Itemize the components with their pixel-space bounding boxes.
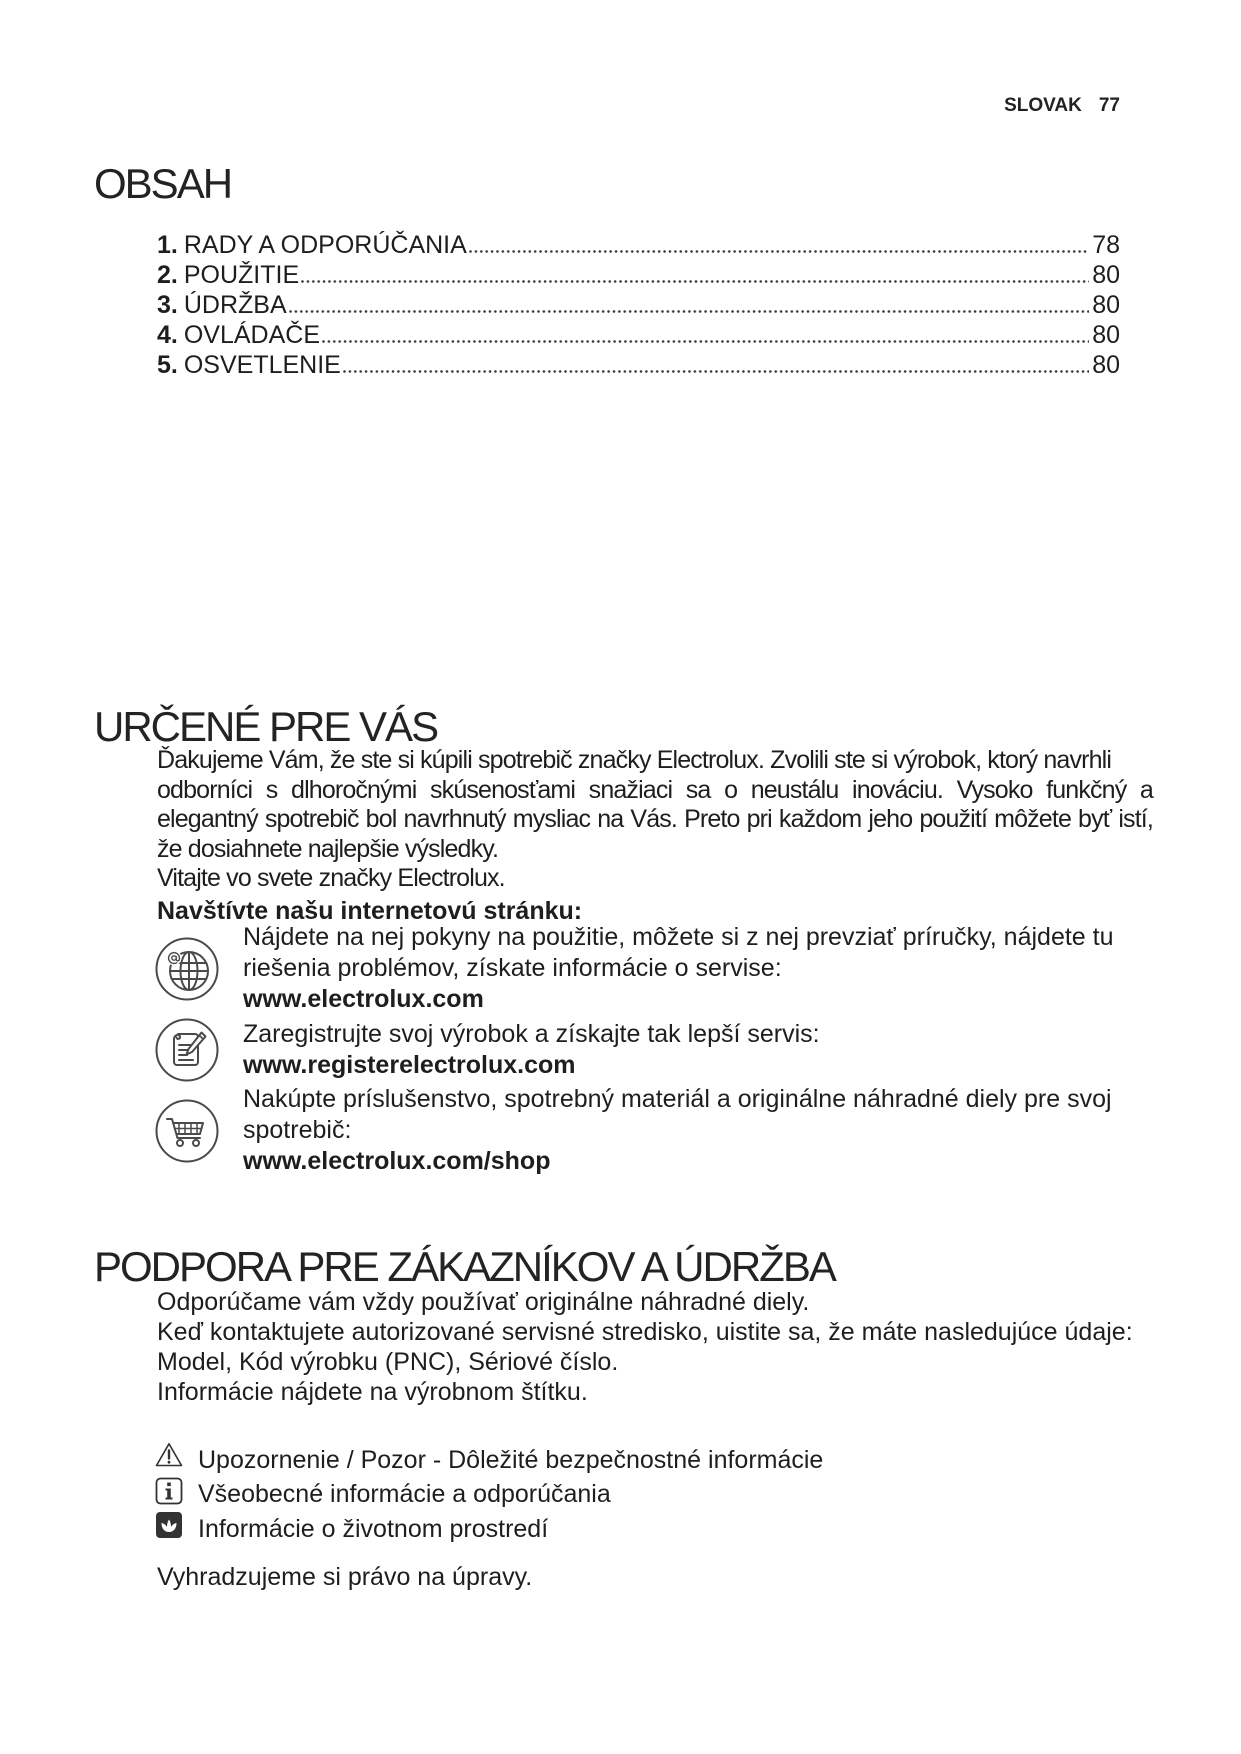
support-line: Odporúčame vám vždy používať originálne náhradné diely. (157, 1288, 810, 1316)
toc-entry-number: 1. (157, 231, 178, 259)
toc-entry-page: 80 (1092, 291, 1120, 319)
page-number: 77 (1098, 95, 1120, 116)
section-language: SLOVAK (1004, 95, 1082, 116)
page-header (1004, 95, 1120, 117)
shopping-cart-icon (154, 1098, 220, 1164)
contents-title: OBSAH (94, 160, 232, 207)
resource-description: Nájdete na nej pokyny na použitie, môžete si z nej prevziať príručky, nájdete tu (243, 923, 1114, 951)
toc-entry-label: OVLÁDAČE (183, 321, 321, 349)
toc-entry[interactable] (157, 230, 1120, 260)
legend-warning-label: Upozornenie / Pozor - Dôležité bezpečnostné informácie (198, 1446, 824, 1474)
info-icon (155, 1477, 183, 1510)
table-of-contents (157, 230, 1120, 380)
toc-entry[interactable] (157, 290, 1120, 320)
support-line: Keď kontaktujete autorizované servisné stredisko, uistite sa, že máte nasledujúce údaje: (157, 1318, 1133, 1346)
toc-entry-number: 4. (157, 321, 178, 349)
shop-website-link[interactable]: www.electrolux.com/shop (243, 1147, 551, 1175)
resource-description: Zaregistrujte svoj výrobok a získajte tak lepší servis: (243, 1020, 820, 1048)
toc-entry-number: 3. (157, 291, 178, 319)
resource-shop (243, 1084, 1112, 1177)
toc-entry-page: 80 (1092, 321, 1120, 349)
dot-leader (301, 280, 1089, 283)
toc-entry[interactable] (157, 320, 1120, 350)
intro-line: že dosiahnete najlepšie výsledky. (157, 834, 499, 863)
resource-support (243, 922, 1114, 1015)
dot-leader (469, 250, 1089, 253)
support-title: PODPORA PRE ZÁKAZNÍKOV A ÚDRŽBA (94, 1243, 835, 1290)
intro-line: odborníci s dlhoročnými skúsenosťami snažiaci sa o neustálu inováciu. Vysoko funkčný a (157, 775, 1153, 804)
warning-icon (155, 1442, 183, 1473)
intro-title: URČENÉ PRE VÁS (94, 703, 438, 750)
intro-paragraph (157, 746, 1153, 894)
resource-register (243, 1019, 820, 1081)
support-paragraph (157, 1287, 1133, 1407)
toc-entry-page: 78 (1092, 231, 1120, 259)
toc-entry-label: ÚDRŽBA (183, 291, 287, 319)
intro-line: Vitajte vo svete značky Electrolux. (157, 864, 505, 892)
register-website-link[interactable]: www.registerelectrolux.com (243, 1051, 576, 1079)
support-line: Model, Kód výrobku (PNC), Sériové číslo. (157, 1348, 619, 1376)
legend-environment-label: Informácie o životnom prostredí (198, 1515, 549, 1543)
resource-description: Nakúpte príslušenstvo, spotrebný materiál a originálne náhradné diely pre svoj (243, 1085, 1112, 1113)
toc-entry[interactable] (157, 350, 1120, 380)
toc-entry-page: 80 (1092, 261, 1120, 289)
dot-leader (322, 340, 1089, 343)
intro-line: elegantný spotrebič bol navrhnutý mysliac na Vás. Preto pri každom jeho použití môžete byť istí, (157, 805, 1153, 833)
resource-description: riešenia problémov, získate informácie o servise: (243, 954, 782, 982)
toc-entry-label: POUŽITIE (183, 261, 300, 289)
visit-website-heading: Navštívte našu internetovú stránku: (157, 897, 583, 925)
dot-leader (343, 370, 1089, 373)
intro-line: Ďakujeme Vám, že ste si kúpili spotrebič značky Electrolux. Zvolili ste si výrobok, ktorý navrhli (157, 746, 1112, 774)
toc-entry-label: RADY A ODPORÚČANIA (183, 231, 467, 259)
toc-entry[interactable] (157, 260, 1120, 290)
resource-description: spotrebič: (243, 1116, 352, 1144)
dot-leader (289, 310, 1090, 313)
electrolux-website-link[interactable]: www.electrolux.com (243, 985, 484, 1013)
toc-entry-number: 2. (157, 261, 178, 289)
toc-entry-label: OSVETLENIE (183, 351, 341, 379)
toc-entry-number: 5. (157, 351, 178, 379)
toc-entry-page: 80 (1092, 351, 1120, 379)
rights-reserved-note: Vyhradzujeme si právo na úpravy. (157, 1563, 533, 1591)
globe-icon (154, 936, 220, 1002)
legend-info-label: Všeobecné informácie a odporúčania (198, 1480, 611, 1508)
environment-icon (155, 1511, 183, 1544)
support-line: Informácie nájdete na výrobnom štítku. (157, 1378, 588, 1406)
register-document-icon (154, 1017, 220, 1083)
